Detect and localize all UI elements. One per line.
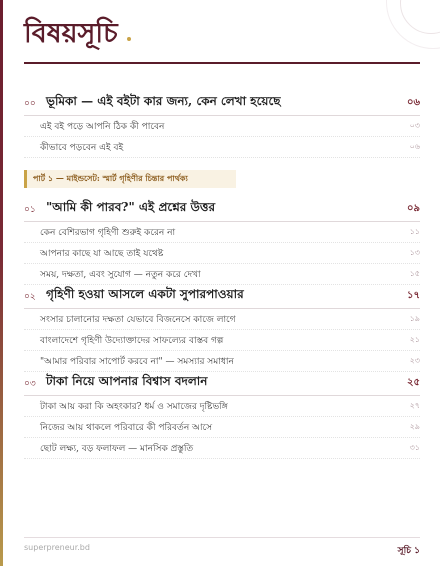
section-title: আপনার কাছে যা আছে তাই যথেষ্ট <box>40 248 164 259</box>
left-accent-bar <box>0 0 3 566</box>
section-row[interactable] <box>24 243 420 264</box>
chapter-row-1[interactable] <box>24 199 420 222</box>
section-page: ০৬ <box>409 141 420 151</box>
page-title: বিষয়সূচি <box>24 18 118 49</box>
chapter-number: ০৩ <box>24 378 36 389</box>
title-row <box>24 14 131 54</box>
title-divider <box>24 62 420 64</box>
section-row[interactable] <box>24 351 420 372</box>
toc-list <box>24 92 420 459</box>
chapter-page: ০৯ <box>407 202 420 214</box>
chapter-number: ০১ <box>24 204 36 215</box>
chapter-page: ০৬ <box>406 96 420 108</box>
section-page: ০৩ <box>409 120 420 130</box>
section-title: কীভাবে পড়বেন এই বই <box>40 142 124 153</box>
section-row[interactable] <box>24 417 420 438</box>
chapter-page: ১৭ <box>407 289 420 301</box>
chapter-row-intro[interactable] <box>24 93 420 116</box>
section-row[interactable] <box>24 330 420 351</box>
section-row[interactable] <box>24 222 420 243</box>
section-page: ১৫ <box>409 268 420 278</box>
section-title: সংসার চালানোর দক্ষতা যেভাবে বিজনেসে কাজে লাগে <box>40 314 236 325</box>
chapter-number: ০০ <box>24 98 36 109</box>
section-row[interactable] <box>24 137 420 158</box>
section-page: ৩১ <box>409 442 420 452</box>
part-label <box>24 170 236 188</box>
part-label-text: পার্ট ১ — মাইন্ডসেট: স্মার্ট গৃহিণীর চিন্তার পার্থক্য <box>33 172 188 183</box>
section-title: ছোট লক্ষ্য, বড় ফলাফল — মানসিক প্রস্তুতি <box>40 443 194 454</box>
chapter-number: ০২ <box>24 291 36 302</box>
chapter-title: গৃহিণী হওয়া আসলে একটা সুপারপাওয়ার <box>46 287 244 301</box>
section-page: ২১ <box>409 334 420 344</box>
section-page: ১৯ <box>409 313 420 323</box>
title-dot-icon <box>127 37 131 41</box>
section-page: ২৩ <box>409 355 420 365</box>
section-page: ২৯ <box>409 421 420 431</box>
section-row[interactable] <box>24 309 420 330</box>
section-page: ১৩ <box>409 247 420 257</box>
chapter-title: "আমি কী পারব?" এই প্রশ্নের উত্তর <box>46 200 216 214</box>
chapter-title: টাকা নিয়ে আপনার বিশ্বাস বদলান <box>46 374 208 388</box>
section-page: ২৭ <box>409 400 420 410</box>
chapter-row-3[interactable] <box>24 373 420 396</box>
section-title: সময়, দক্ষতা, এবং সুযোগ — নতুন করে দেখা <box>40 269 201 280</box>
section-row[interactable] <box>24 264 420 285</box>
footer-divider <box>24 537 420 538</box>
section-page: ১১ <box>409 226 420 236</box>
footer-page-label: সূচি ১ <box>397 546 420 556</box>
chapter-page: ২৫ <box>407 376 420 388</box>
chapter-row-2[interactable] <box>24 286 420 309</box>
section-title: নিজের আয় থাকলে পরিবারে কী পরিবর্তন আসে <box>40 422 213 433</box>
section-title: কেন বেশিরভাগ গৃহিণী শুরুই করেন না <box>40 227 176 238</box>
section-title: টাকা আয় করা কি অহংকার? ধর্ম ও সমাজের দৃষ্টিভঙ্গি <box>40 401 228 412</box>
section-title: "আমার পরিবার সাপোর্ট করবে না" — সমস্যার সমাধান <box>40 356 234 367</box>
chapter-title: ভূমিকা — এই বইটা কার জন্য, কেন লেখা হয়েছে <box>46 94 281 108</box>
section-title: বাংলাদেশে গৃহিণী উদ্যোক্তাদের সাফল্যের বাস্তব গল্প <box>40 335 224 346</box>
section-row[interactable] <box>24 438 420 459</box>
section-title: এই বই পড়ে আপনি ঠিক কী পাবেন <box>40 121 165 132</box>
section-row[interactable] <box>24 116 420 137</box>
section-row[interactable] <box>24 396 420 417</box>
footer-site: superpreneur.bd <box>24 543 90 552</box>
